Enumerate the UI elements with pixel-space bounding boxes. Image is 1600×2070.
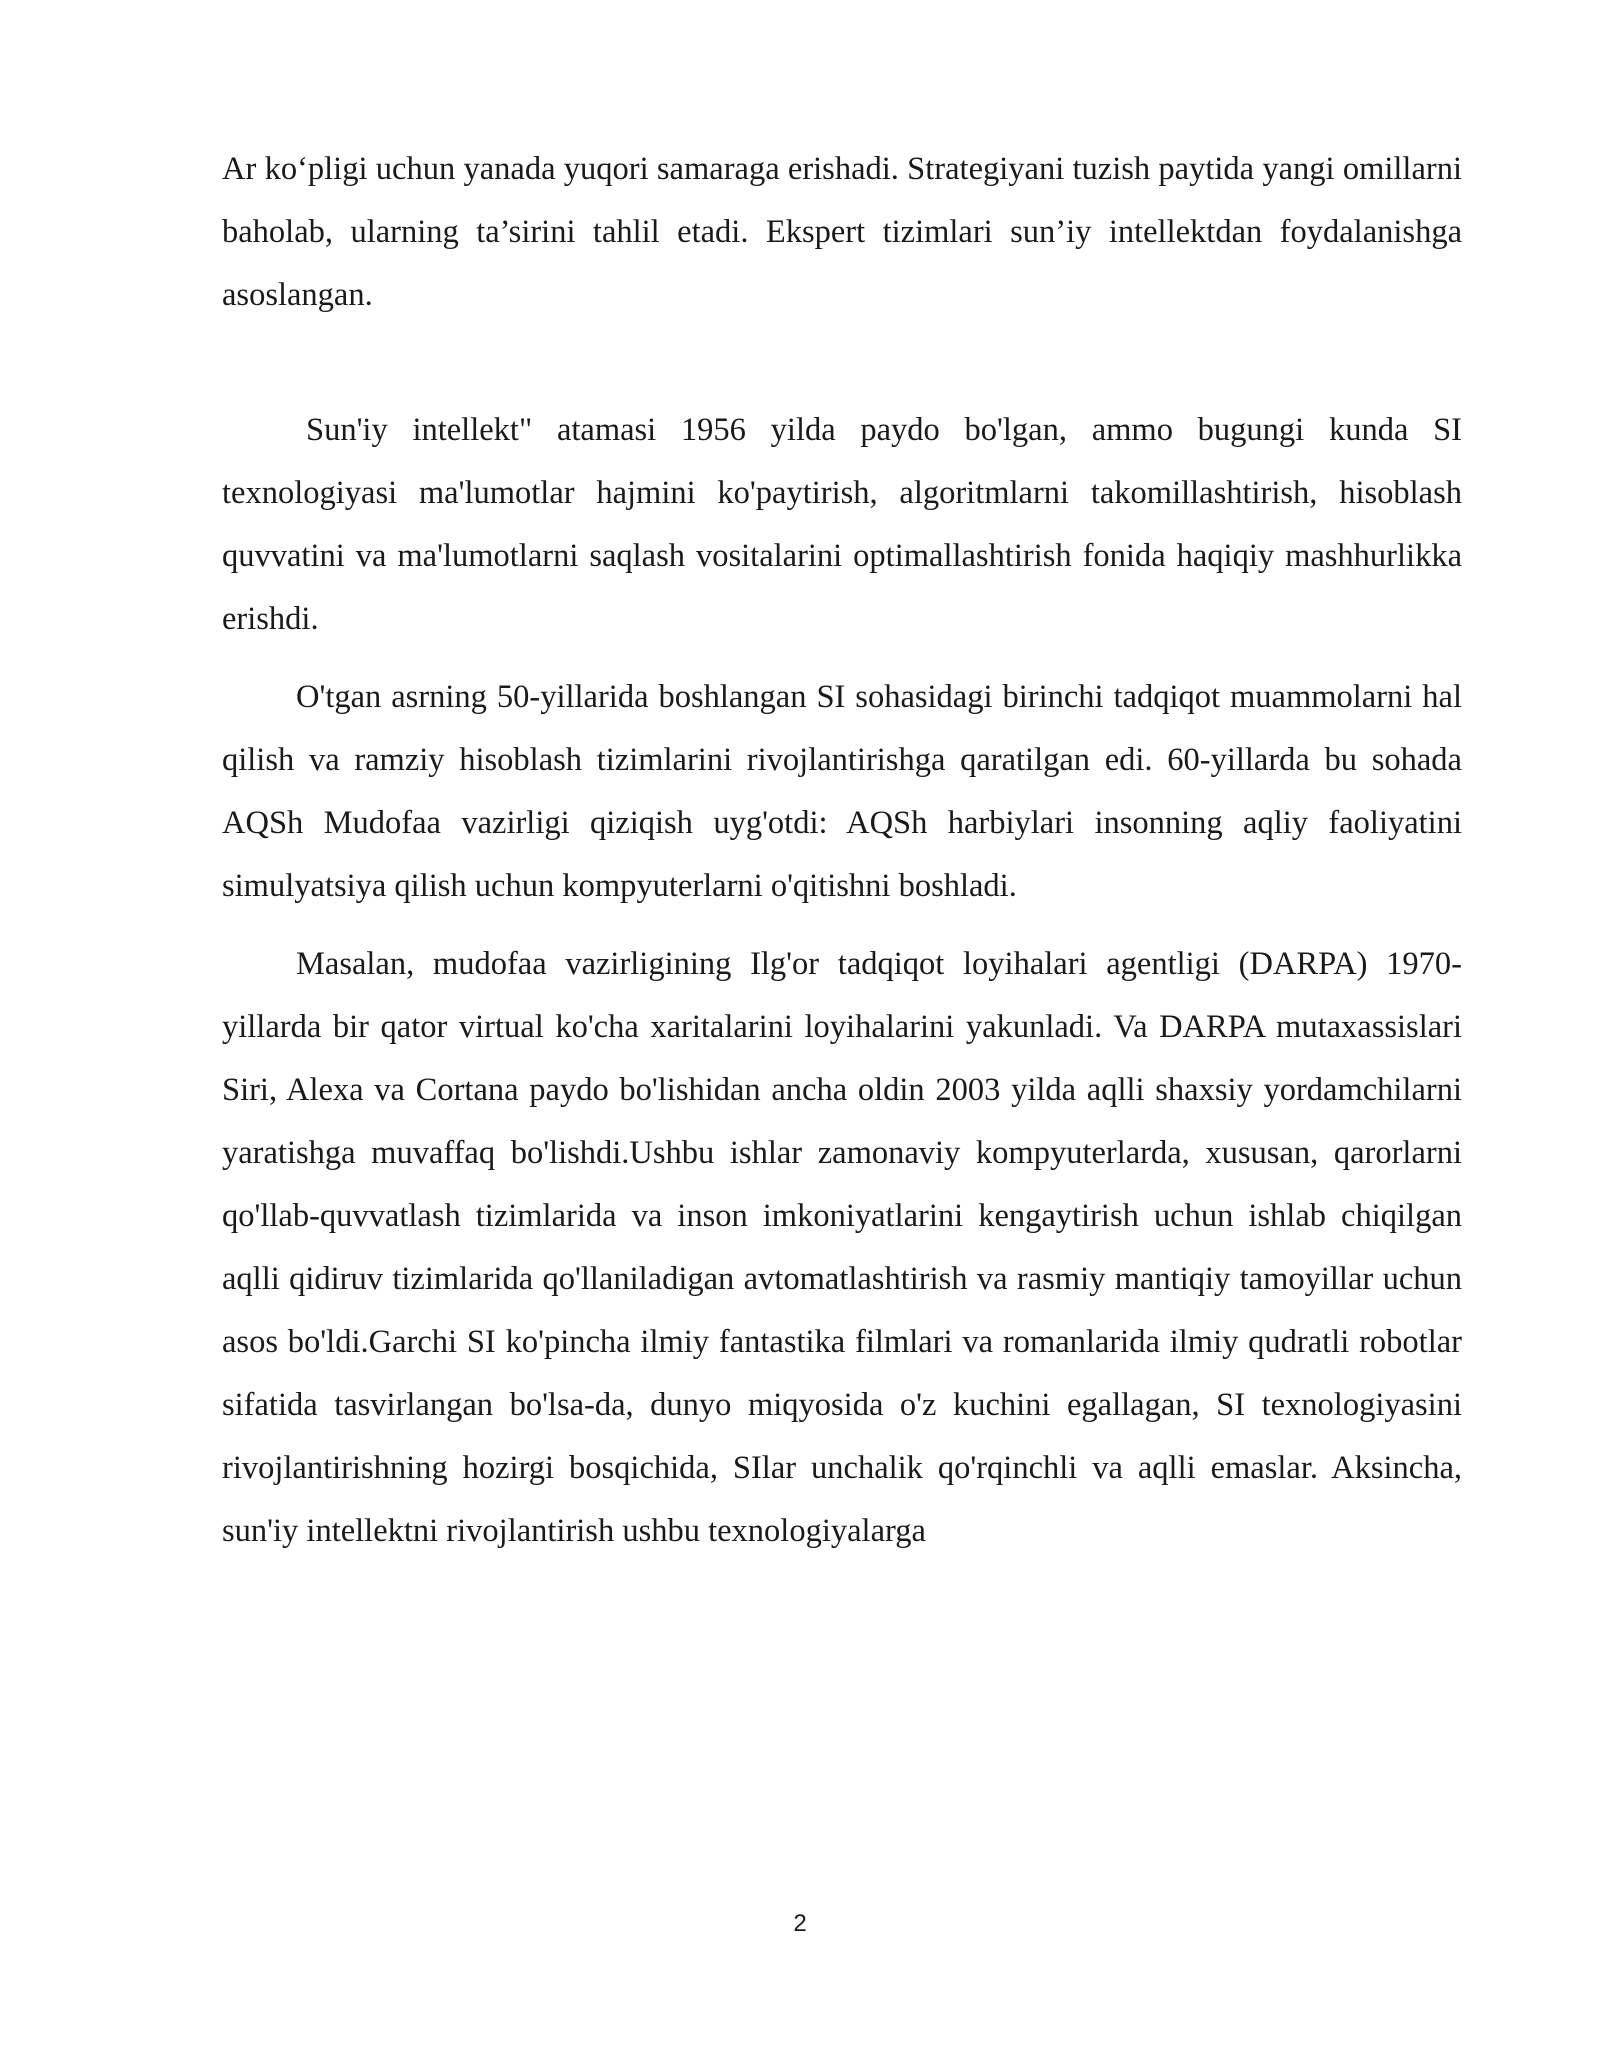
paragraph-3: O'tgan asrning 50-yillarida boshlangan SI sohasidagi birinchi tadqiqot muammolarni hal qilish va ramziy hisoblash tizimlarini rivojlantirishga qaratilgan edi. 60-yillarda bu sohada AQSh Mudofaa vazirligi qiziqish uyg'otdi: AQSh harbiylari insonning aqliy faoliyatini simulyatsiya qilish uchun kompyuterlarni o'qitishni boshladi. (222, 679, 1462, 904)
page-number: 2 (793, 1910, 807, 1937)
paragraph-1: Ar ko‘pligi uchun yanada yuqori samaraga erishadi. Strategiyani tuzish paytida yangi omillarni baholab, ularning ta’sirini tahlil etadi. Ekspert tizimlari sun’iy intellektdan foydalanishga asoslangan. (222, 151, 1462, 313)
paragraph-4: Masalan, mudofaa vazirligining Ilg'or tadqiqot loyihalari agentligi (DARPA) 1970-yillarda bir qator virtual ko'cha xaritalarini loyihalarini yakunladi. Va DARPA mutaxassislari Siri, Alexa va Cortana paydo bo'lishidan ancha oldin 2003 yilda aqlli shaxsiy yordamchilarni yaratishga muvaffaq bo'lishdi.Ushbu ishlar zamonaviy kompyuterlarda, xususan, qarorlarni qo'llab-quvvatlash tizimlarida va inson imkoniyatlarini kengaytirish uchun ishlab chiqilgan aqlli qidiruv tizimlarida qo'llaniladigan avtomatlashtirish va rasmiy mantiqiy tamoyillar uchun asos bo'ldi.Garchi SI ko'pincha ilmiy fantastika filmlari va romanlarida ilmiy qudratli robotlar sifatida tasvirlangan bo'lsa-da, dunyo miqyosida o'z kuchini egallagan, SI texnologiyasini rivojlantirishning hozirgi bosqichida, SIlar unchalik qo'rqinchli va aqlli emaslar. Aksincha, sun'iy intellektni rivojlantirish ushbu texnologiyalarga (222, 946, 1462, 1549)
paragraph-2: Sun'iy intellekt" atamasi 1956 yilda paydo bo'lgan, ammo bugungi kunda SI texnologiyasi ma'lumotlar hajmini ko'paytirish, algoritmlarni takomillashtirish, hisoblash quvvatini va ma'lumotlarni saqlash vositalarini optimallashtirish fonida haqiqiy mashhurlikka erishdi. (222, 412, 1462, 637)
document-body (222, 138, 1462, 1563)
